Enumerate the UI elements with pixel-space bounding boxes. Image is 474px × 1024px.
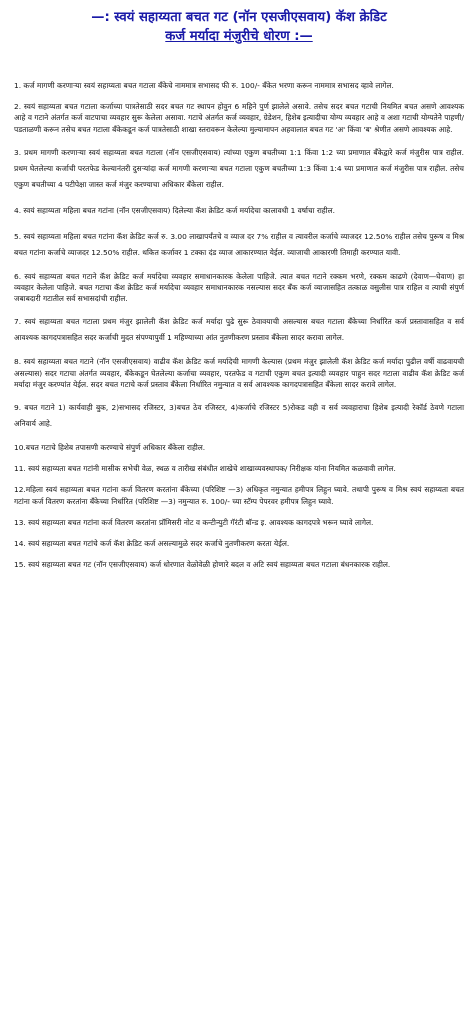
clause-4: 4. स्वयं सहाय्यता महिला बचत गटांना (नॉन एसजीएसवाय) दिलेल्या कॅश क्रेडिट कर्ज मर्यादेचा कालावधी 1 वर्षाचा राहील. [14, 205, 336, 215]
clause-13: 13. स्वयं सहाय्यता बचत गटांना कर्ज वितरण करतांना प्रॉमिसरी नोट व कन्टीन्युटी गॅरंटी बॉन्ड इ. आवश्यक कागदपत्रे भरून घ्यावे लागेल. [14, 517, 374, 527]
clause-1: 1. कर्ज मागणी करणाऱ्या स्वयं सहाय्यता बचत गटाला बँकेचे नाममात्र सभासद फी रु. 100/- बँकेत भरणा करून नाममात्र सभासद व्हावे लागेल. [14, 81, 394, 90]
policy-clauses [14, 80, 464, 570]
clause-10: 10.बचत गटाचे हिशेब तपासणी करण्याचे संपुर्ण अधिकार बँकेला राहील. [14, 443, 206, 453]
document-title [14, 8, 464, 46]
clause-11: 11. स्वयं सहाय्यता बचत गटांनी मासीक सभेची वेळ, स्थळ व तारीख संबंधीत शाखेचे शाखाव्यवस्थापक/ निरीक्षक यांना नियमित कळवावी लागेल. [14, 464, 396, 474]
clause-3: 3. प्रथम मागणी करणाऱ्या स्वयं सहाय्यता बचत गटाला (नॉन एसजीएसवाय) त्यांच्या एकुण बचतीच्या 1:1 किंवा 1:2 च्या प्रमाणात बँकेद्वारे कर्ज मंजुरीस पात्र राहील. प्रथम घेतलेल्या कर्जाची परतफेड केल्यानंतरी दुसऱ्यांदा कर्ज मागणी करणाऱ्या बचत गटाला एकुण बचतीच्या 1:3 किंवा 1:4 च्या प्रमाणात कर्ज मंजुरीस पात्र राहील. तसेच एकुण बचतीच्या 4 पटीपेक्षा जास्त कर्ज मंजुर करण्याचा अधिकार बँकेला राहील. [14, 147, 464, 189]
clause-12: 12.महिला स्वयं सहाय्यता बचत गटांना कर्ज वितरण करतांना बँकेच्या (परिशिष्ट —3) अधिकृत नमुन्यात हमीपत्र लिहुन घ्यावे. तथापी पुरूष व मिश्र स्वयं सहाय्यता बचत गटांना कर्ज वितरण करतांना बँकेच्या निर्धारित (परिशिष्ट —3) नमुन्यात रु. 100/- च्या स्टॅम्प पेपरवर हमीपत्र लिहुन घ्यावे. [14, 485, 464, 506]
title-line-2: कर्ज मर्यादा मंजुरीचे धोरण :— [165, 29, 313, 44]
clause-9: 9. बचत गटाने 1) कार्यवाही बुक, 2)सभासद रजिस्टर, 3)बचत ठेव रजिस्टर, 4)कर्जाचे रजिस्टर 5)रोकड वही व सर्व व्यवहाराचा हिशेब इत्यादी रेकॉर्ड ठेवणे गटाला अनिवार्य आहे. [14, 403, 464, 429]
clause-15: 15. स्वयं सहाय्यता बचत गट (नॉन एसजीएसवाय) कर्ज धोरणात वेळोवेळी होणारे बदल व अटि स्वयं सहाय्यता बचत गटाला बंधनकारक राहील. [14, 560, 391, 570]
title-line-1: —: स्वयं सहाय्यता बचत गट (नॉन एसजीएसवाय) कॅश क्रेडिट [91, 10, 387, 25]
clause-7: 7. स्वयं सहाय्यता बचत गटाला प्रथम मंजुर झालेली कॅश क्रेडिट कर्ज मर्यादा पुढे सुरू ठेवावयाची असल्यास बचत गटाला बँकेच्या निर्धारित कर्ज प्रस्तावासहित व सर्व आवश्यक कागदपत्रासहित सदर कर्जाची मुदत संपण्यापुर्वी 1 महिण्याच्या आंत नुतणीकरण प्रस्ताव बँकेला सादर करावा लागेल. [14, 317, 464, 343]
clause-14: 14. स्वयं सहाय्यता बचत गटांचे कर्ज कॅश क्रेडिट कर्ज असल्यामुळे सदर कर्जाचे नुतणीकरण करता येईल. [14, 539, 290, 549]
clause-6: 6. स्वयं सहाय्यता बचत गटाने कॅश क्रेडिट कर्ज मर्यादेचा व्यवहार समाधानकारक केलेला पाहिजे. त्यात बचत गटाने रक्कम भरणे, रक्कम काढणे (देवाण—घेवाण) हा व्यवहार केलेला पाहिजे. बचत गटाचा कॅश क्रेडिट कर्ज मर्यादेचा व्यवहार समाधानकारक नसल्यास सदर बँक कर्ज व्याजासहित तत्काळ वसुलीस पात्र राहिल व त्याची संपुर्ण जबाबदारी गटातील सर्व सभासदांची राहील. [14, 271, 464, 304]
clause-5: 5. स्वयं सहाय्यता महिला बचत गटांना कॅश क्रेडिट कर्ज रु. 3.00 लाखापर्यंतचे व व्याज दर 7% राहील व त्यावरील कर्जाचे व्याजदर 12.50% राहील तसेच पुरूष व मिश्र बचत गटांना कर्जाचे व्याजदर 12.50% राहील. थकित कर्जावर 1 टक्का दंड व्याज आकारण्यात येईल. व्याजाची आकारणी तिमाही करण्यात यावी. [14, 231, 464, 257]
clause-2: 2. स्वयं सहाय्यता बचत गटाला कर्जाच्या पात्रतेसाठी सदर बचत गट स्थापन होवुन 6 महिने पुर्ण झालेले असावे. तसेच सदर बचत गटाची नियमित बचत असणे आवश्यक आहे व गटाने अंतर्गत कर्ज वाटपाचा व्यवहार सुरू केलेला असावा. गटाचे अंतर्गत कर्ज व्यवहार, ग्रेडेशन, हिशेब इत्यादीचा योग्य व्यवहार आहे व अशा गटाची योग्यतेनेे पाहणी/पडताळणी करून तसेच बचत गटाला बँकेकडून कर्ज पात्रतेसाठी शाखा स्तरावरून केलेल्या मुल्यामापन अहवालात बचत गट 'अ' किंवा 'ब' श्रेणीत असणे आवश्यक आहे. [14, 102, 464, 134]
clause-8: 8. स्वयं सहाय्यता बचत गटाने (नॉन एसजीएसवाय) वाढीव कॅश क्रेडिट कर्ज मर्यादेची मागणी केल्यास (प्रथम मंजुर झालेली कॅश क्रेडिट कर्ज मर्यादा पुढील वर्षी वाढवायची असल्यास) सदर गटाचा अंतर्गत व्यवहार, बँकेकडून घेतलेल्या कर्जाचा व्यवहार, परतफेड व गटाची एकुण बचत इत्यादी व्यवहार पाहुन सदर गटाला वाढीव कॅश क्रेडिट कर्ज मर्यादा मंजुर करण्यांत येईल. सदर बचत गटाचे कर्ज प्रस्ताव बँकेला निर्धारित नमुन्यात व सर्व आवश्यक कागदपत्रासहित बँकेला सादर करावे लागेल. [14, 357, 464, 389]
